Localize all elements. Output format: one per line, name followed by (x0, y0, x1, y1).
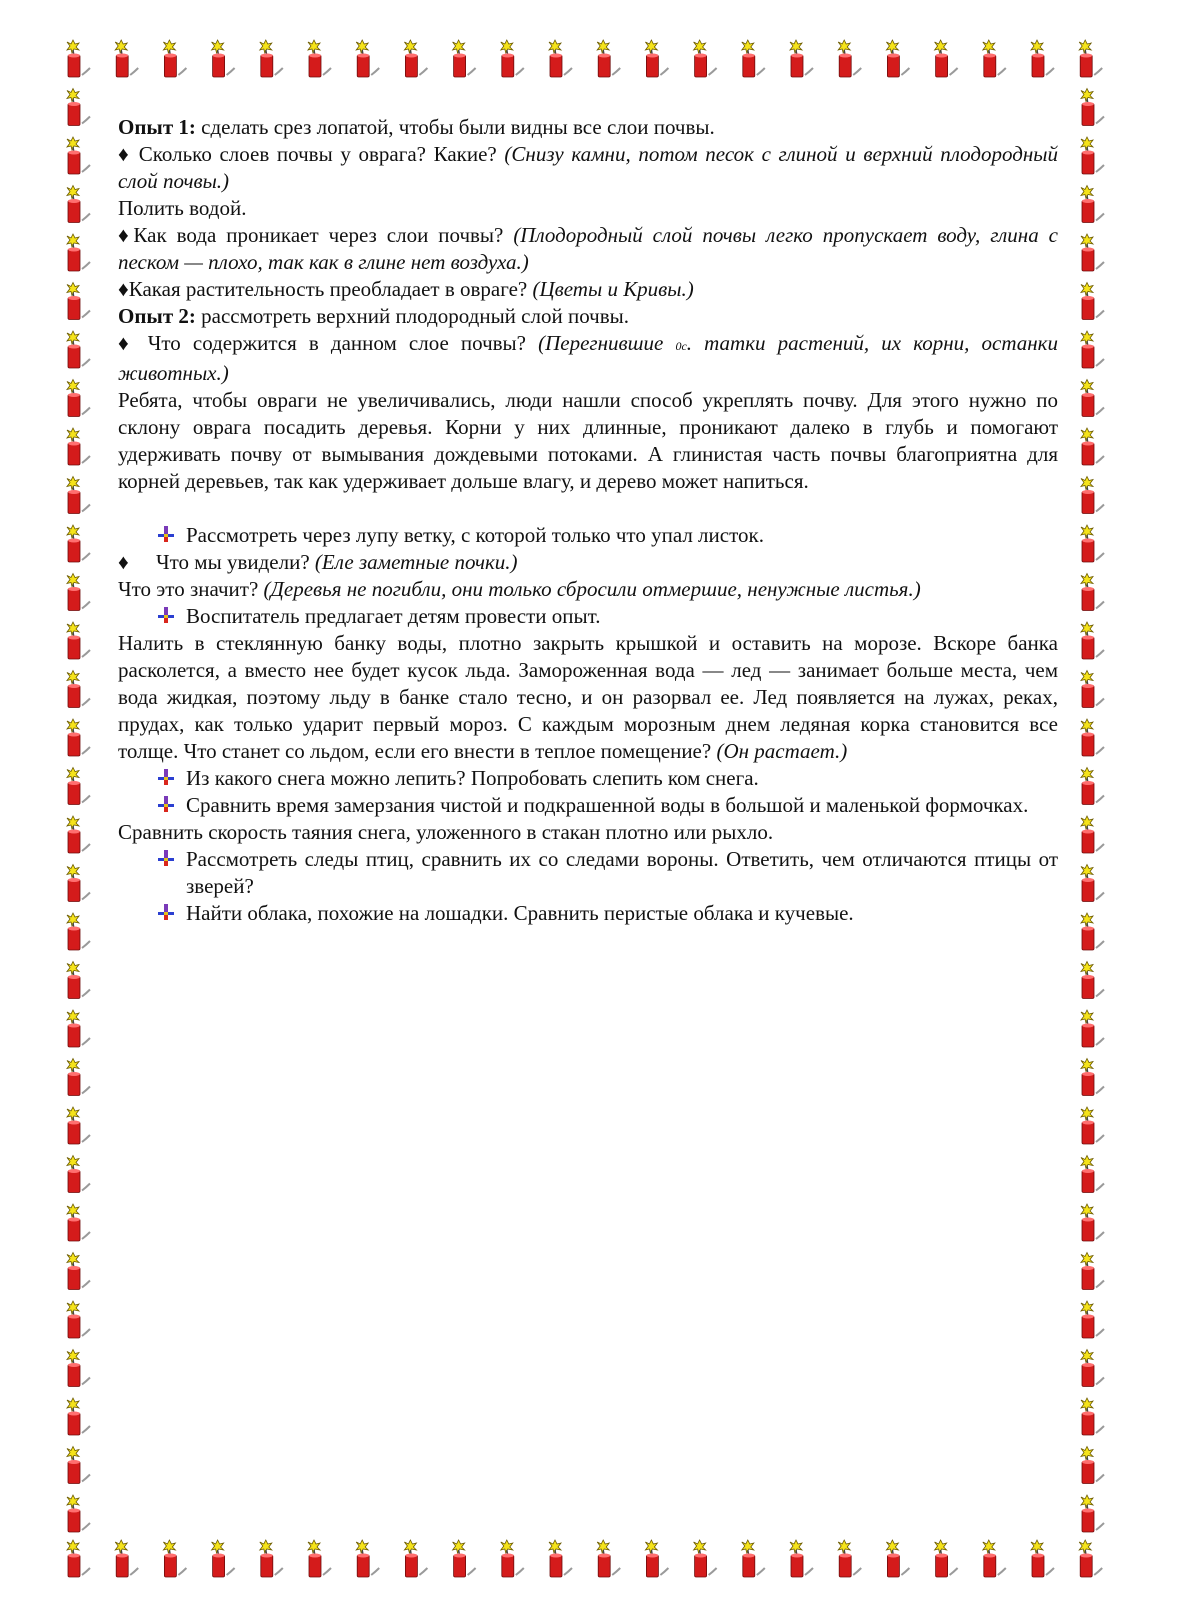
firecracker-icon (1081, 137, 1104, 174)
firecracker-icon (67, 962, 90, 999)
firecracker-icon (1081, 186, 1104, 223)
question-soil-contents: ♦ Что содержится в данном слое почвы? (Перегнившие 0с. татки растений, их корни, останки животных.) (118, 331, 1058, 385)
firecracker-icon (549, 1540, 572, 1577)
firecracker-icon (1081, 283, 1104, 320)
firecracker-icon (501, 1540, 524, 1577)
firecracker-icon (1081, 719, 1104, 756)
firecracker-icon (1081, 816, 1104, 853)
firecracker-icon (1081, 1495, 1104, 1532)
question-water-penetration: ♦Как вода проникает через слои почвы? (Плодородный слой почвы легко пропускает воду, глина с песком — плохо, так как в глине нет воздуха.) (118, 223, 1058, 274)
firecracker-icon (356, 1540, 379, 1577)
firecracker-icon (67, 865, 90, 902)
firecracker-icon (404, 1540, 427, 1577)
arrow-bullet-icon (156, 792, 186, 819)
experiment-2: Опыт 2: рассмотреть верхний плодородный слой почвы. (118, 304, 629, 328)
firecracker-icon (935, 40, 958, 77)
firecracker-icon (67, 1204, 90, 1241)
firecracker-icon (1081, 234, 1104, 271)
firecracker-icon (453, 1540, 476, 1577)
firecracker-icon (1081, 1010, 1104, 1047)
firecracker-icon (1081, 622, 1104, 659)
firecracker-icon (549, 40, 572, 77)
firecracker-icon (1081, 1447, 1104, 1484)
firecracker-icon (67, 380, 90, 417)
firecracker-icon (67, 283, 90, 320)
list-item: Рассмотреть через лупу ветку, с которой только что упал листок. (118, 522, 1058, 549)
arrow-bullet-icon (156, 900, 186, 927)
firecracker-icon (645, 1540, 668, 1577)
firecracker-icon (886, 1540, 909, 1577)
firecracker-icon (67, 1398, 90, 1435)
firecracker-icon (1081, 525, 1104, 562)
firecracker-icon (260, 1540, 283, 1577)
firecracker-icon (67, 1301, 90, 1338)
firecracker-icon (67, 1253, 90, 1290)
firecracker-icon (67, 574, 90, 611)
firecracker-icon (67, 719, 90, 756)
firecracker-icon (212, 1540, 235, 1577)
firecracker-icon (163, 40, 186, 77)
list-item: Рассмотреть следы птиц, сравнить их со следами вороны. Ответить, чем отличаются птицы от зверей? (118, 846, 1058, 900)
firecracker-icon (597, 1540, 620, 1577)
firecracker-icon (838, 1540, 861, 1577)
pour-water: Полить водой. (118, 196, 247, 220)
firecracker-icon (1081, 477, 1104, 514)
firecracker-icon (67, 622, 90, 659)
firecracker-icon (597, 40, 620, 77)
firecracker-icon (1081, 962, 1104, 999)
firecracker-icon (67, 671, 90, 708)
firecracker-icon (67, 186, 90, 223)
arrow-bullet-icon (156, 603, 186, 630)
firecracker-icon (67, 1447, 90, 1484)
firecracker-icon (983, 1540, 1006, 1577)
firecracker-icon (935, 1540, 958, 1577)
firecracker-icon (742, 40, 765, 77)
firecracker-icon (1079, 1540, 1102, 1577)
firecracker-icon (67, 1495, 90, 1532)
firecracker-icon (886, 40, 909, 77)
paragraph-ravines: Ребята, чтобы овраги не увеличивались, люди нашли способ укреплять почву. Для этого нужно по склону оврага посадить деревья. Корни у них длинные, проникают далеко в глубь и помогают удерживать почву от вымывания дождевыми потоками. А глинистая часть почвы благоприятна для корней деревьев, так как удерживает дольше влагу, и дерево может напиться. (118, 388, 1058, 493)
question-vegetation: ♦Какая растительность преобладает в овраге? (Цветы и Кривы.) (118, 277, 694, 301)
firecracker-icon (260, 40, 283, 77)
question-meaning: Что это значит? (Деревья не погибли, они только сбросили отмершие, ненужные листья.) (118, 577, 921, 601)
firecracker-icon (645, 40, 668, 77)
firecracker-icon (453, 40, 476, 77)
firecracker-icon (1081, 574, 1104, 611)
firecracker-icon (67, 1350, 90, 1387)
firecracker-icon (308, 1540, 331, 1577)
firecracker-icon (1081, 671, 1104, 708)
firecracker-icon (67, 428, 90, 465)
firecracker-icon (501, 40, 524, 77)
firecracker-icon (1081, 1107, 1104, 1144)
firecracker-icon (356, 40, 379, 77)
arrow-bullet-icon (156, 522, 186, 549)
firecracker-icon (67, 40, 90, 77)
firecracker-icon (115, 1540, 138, 1577)
firecracker-icon (67, 1107, 90, 1144)
firecracker-icon (1081, 913, 1104, 950)
firecracker-icon (67, 89, 90, 126)
document-body (118, 114, 1058, 927)
firecracker-icon (1031, 40, 1054, 77)
list-item: Из какого снега можно лепить? Попробовать слепить ком снега. (118, 765, 1058, 792)
firecracker-icon (1081, 768, 1104, 805)
firecracker-icon (1081, 428, 1104, 465)
firecracker-icon (694, 40, 717, 77)
firecracker-icon (67, 477, 90, 514)
arrow-bullet-icon (156, 846, 186, 873)
firecracker-icon (1081, 1301, 1104, 1338)
firecracker-icon (67, 1059, 90, 1096)
experiment-1: Опыт 1: сделать срез лопатой, чтобы были видны все слои почвы. (118, 115, 715, 139)
firecracker-icon (1081, 1350, 1104, 1387)
firecracker-icon (67, 816, 90, 853)
firecracker-icon (1081, 380, 1104, 417)
firecracker-icon (1081, 89, 1104, 126)
firecracker-icon (1081, 1204, 1104, 1241)
firecracker-icon (1081, 331, 1104, 368)
snow-melting: Сравнить скорость таяния снега, уложенного в стакан плотно или рыхло. (118, 820, 774, 844)
firecracker-icon (983, 40, 1006, 77)
firecracker-icon (1081, 1398, 1104, 1435)
firecracker-icon (742, 1540, 765, 1577)
firecracker-icon (67, 1540, 90, 1577)
firecracker-icon (1079, 40, 1102, 77)
firecracker-icon (67, 137, 90, 174)
firecracker-icon (67, 525, 90, 562)
arrow-bullet-icon (156, 765, 186, 792)
firecracker-icon (212, 40, 235, 77)
firecracker-icon (67, 1156, 90, 1193)
firecracker-icon (115, 40, 138, 77)
firecracker-icon (1081, 865, 1104, 902)
firecracker-icon (1031, 1540, 1054, 1577)
question-soil-layers: ♦ Сколько слоев почвы у оврага? Какие? (Снизу камни, потом песок с глиной и верхний плодородный слой почвы.) (118, 142, 1058, 193)
firecracker-icon (67, 234, 90, 271)
firecracker-icon (790, 1540, 813, 1577)
list-item: Сравнить время замерзания чистой и подкрашенной воды в большой и маленькой формочках. (118, 792, 1058, 819)
list-item: Воспитатель предлагает детям провести опыт. (118, 603, 1058, 630)
firecracker-icon (694, 1540, 717, 1577)
diamond-bullet: ♦ (118, 550, 129, 574)
firecracker-icon (308, 40, 331, 77)
firecracker-icon (67, 913, 90, 950)
firecracker-icon (404, 40, 427, 77)
firecracker-icon (67, 331, 90, 368)
paragraph-ice: Налить в стеклянную банку воды, плотно закрыть крышкой и оставить на морозе. Вскоре банка расколется, а вместо нее будет кусок льда. Замороженная вода — лед — занимает больше места, чем вода жидкая, поэтому льду в банке стало тесно, и он разорвал ее. Лед появляется на лужах, реках, прудах, как только ударит первый мороз. С каждым морозным днем ледяная корка становится все толще. Что станет со льдом, если его внести в теплое помещение? (Он растает.) (118, 631, 1058, 763)
firecracker-icon (1081, 1253, 1104, 1290)
firecracker-icon (838, 40, 861, 77)
firecracker-icon (1081, 1156, 1104, 1193)
firecracker-icon (163, 1540, 186, 1577)
firecracker-icon (790, 40, 813, 77)
firecracker-icon (67, 1010, 90, 1047)
list-item: Найти облака, похожие на лошадки. Сравнить перистые облака и кучевые. (118, 900, 1058, 927)
firecracker-icon (1081, 1059, 1104, 1096)
question-what-seen: ♦ Что мы увидели? (Еле заметные почки.) (118, 550, 518, 574)
firecracker-icon (67, 768, 90, 805)
